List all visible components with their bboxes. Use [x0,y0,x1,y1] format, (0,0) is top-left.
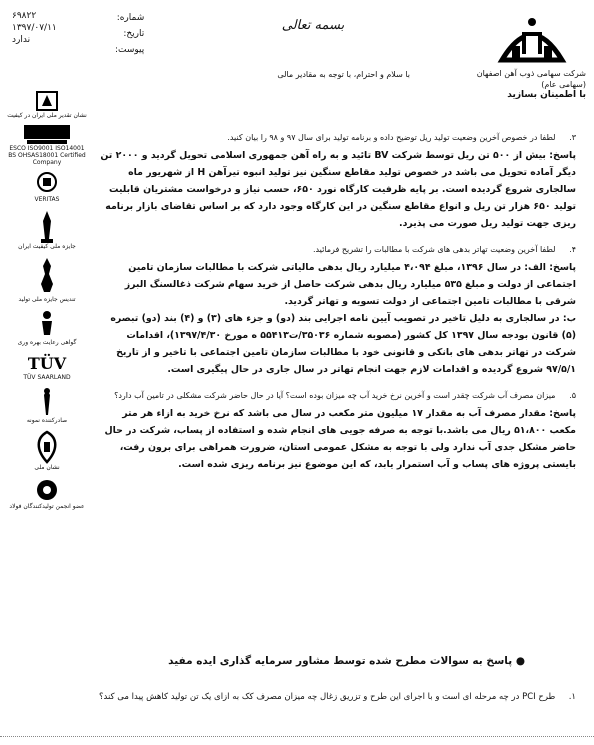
company-name: شرکت سهامی ذوب آهن اصفهان (سهامی عام) [476,69,586,89]
question-text: طرح PCI در چه مرحله ای است و با اجرای این طرح و تزریق زغال چه میزان مصرف کک به ازای یک تن تولید کاهش پیدا می کند؟ [99,692,556,702]
badge-caption: TÜV SAARLAND [23,374,71,381]
badge-caption: صادرکننده نمونه [26,417,68,424]
bismillah-heading: بسمه تعالی [281,18,345,33]
question-text: لطفا آخرین وضعیت تهاتر بدهی های شرکت با مطالبات را تشریح فرمائید. [312,245,556,254]
badge-national-export-award [6,209,88,250]
badge-tuv-certification [6,352,88,381]
badge-exemplary-exporter-award [6,387,88,424]
company-logo-icon [492,10,572,66]
question-number: ۱. [568,692,576,702]
badge-caption: جایزه ملی کیفیت ایران [18,243,76,250]
tuv-logo-icon [27,352,67,374]
answer-4-part-a: پاسخ: الف: در سال ۱۳۹۶، مبلغ ۴،۰۹۴ میلیارد ریال بدهی مالیاتی شرکت با مطالبات سازمان تامین اجتماعی از دولت و مبلغ ۵۳۵ میلیارد ریال بدهی شرکت حاصل از خرید سهام شرکت ذغالسنگ البرز شرقی با مطالبات تامین اجتماعی از دولت تسویه و تهاتر گردید. [124,262,576,307]
consultant-heading-text: پاسخ به سوالات مطرح شده توسط مشاور سرمایه گذاری ایده مفید [168,655,513,667]
date-value: ۱۳۹۷/۰۷/۱۱ [12,23,57,33]
letter-meta-values [12,10,57,46]
question-5 [96,390,576,401]
question-number: ۴. [569,245,576,254]
badge-work-excellence-award [6,309,88,346]
badge-caption: ESCO ISO9001 ISO14001 BS OHSAS18001 Certified Company [8,145,86,166]
question-text: میزان مصرف آب شرکت چقدر است و آخرین نرخ خرید آب چه میزان بوده است؟ آیا در حال حاضر شرکت مشکلی در تامین آب دارد؟ [114,391,556,400]
fax-footer-strip [0,736,594,745]
badge-steel-union-award [6,477,88,510]
attachment-value: ندارد [12,35,31,45]
answer-4-part-b: ب: در سالجاری به دلیل تاخیر در تصویب آیین نامه اجرایی بند (دو) و جزء های (۳) و (۴) بند (دو) تبصره (۵) قانون بودجه سال ۱۳۹۷ کل کشور (مصوبه شماره ۳۵۰۳۶/ت۵۵۴۱۳ ه مورخ ۱۳۹۷/۴/۳۰)، اقدامات شرکت در تهاتر بدهی های بانکی و قانونی خود با مطالبات سازمان تامین اجتماعی با تاخیر و از تاریخ ۹۷/۵/۱ شروع گردیده و اقدامات لازم جهت انجام تهاتر در سال جاری در حال پیگیری است. [110,313,576,375]
date-label: تاریخ: [123,29,145,39]
consultant-section [150,655,525,667]
emblem-icon [32,430,62,464]
badge-caption: VERITAS [34,196,60,203]
statue-icon [36,256,58,296]
gear-emblem-icon [34,477,60,503]
section-3 [96,132,576,232]
attachment-label: پیوست: [115,45,145,55]
answer-5: پاسخ: مقدار مصرف آب به مقدار ۱۷ میلیون متر مکعب در سال می باشد که نرخ خرید به ازاء هر متر مکعب ۵۱،۸۰۰ ریال می باشد.با توجه به صرفه جویی های انجام شده و استفاده از پساب، شرکت در حال حاضر مشکل جدی آب ندارد ولی با توجه به مشکل عمومی استان، ضرورت همراهی برای برون رفت، بایستی پروژه های پساب و آب استمرار یابد، که این موضوع نیز برنامه ریزی شده است. [104,408,576,470]
badge-national-production-award [6,256,88,303]
question-4 [96,244,576,255]
question-number: ۳. [569,133,576,142]
esco-logo-icon [24,125,70,145]
company-name-block [476,68,586,101]
consultant-question-1 [96,690,576,704]
question-number: ۵. [569,391,576,400]
quality-award-icon [34,90,60,112]
badge-caption: گواهی رعایت بهره وری [17,339,77,346]
question-text: لطفا در خصوص آخرین وضعیت تولید ریل توضیح داده و برنامه تولید برای سال ۹۷ و ۹۸ را بیان کنید. [227,133,556,142]
bullet-icon: ● [515,655,525,667]
badge-esco-certification [6,125,88,166]
section-4 [96,244,576,378]
fax-header-strip [0,0,594,6]
veritas-logo-icon [32,172,62,196]
torch-award-icon [39,387,55,417]
letter-meta-labels [115,10,144,58]
badge-caption: نشان تقدیر ملی ایران در کیفیت [7,112,87,119]
company-tagline: با اطمینان بسازید [507,90,586,100]
question-3 [96,132,576,143]
greeting-line: با سلام و احترام، با توجه به مقادیر مالی [277,70,410,79]
trophy-icon [38,209,56,243]
badge-veritas-certification [6,172,88,203]
badge-national-quality-award [6,90,88,119]
badge-caption: تندیس جایزه ملی تولید [18,296,76,303]
figure-award-icon [36,309,58,339]
answer-3: پاسخ: بیش از ۵۰۰ تن ریل توسط شرکت BV تائید و به راه آهن جمهوری اسلامی تحویل گردید و ۲۰۰۰ تن دیگر آماده تحویل می باشد در خصوص تولید مقاطع سنگین نیز تولید انبوه تیرآهن H از شهریور ماه سالجاری شروع گردیده است. بر پایه ظرفیت کارگاه نورد ۶۵۰، حسب نیاز و درخواست مشتریان قابلیت تولید ۶۵۰ هزار تن ریل و انواع مقاطع سنگین در این کارگاه وجود دارد که بر اساس تقاضای بازار برنامه ریزی جهت تولید ریل صورت می پذیرد. [100,150,576,229]
letter-body [96,132,576,473]
svg-text:TÜV: TÜV [27,354,67,373]
consultant-heading [150,655,525,667]
certification-column [6,90,88,516]
badge-national-investment-award [6,430,88,471]
badge-caption: نشان ملی [34,464,60,471]
badge-caption: عضو انجمن تولیدکنندگان فولاد [9,503,85,510]
number-label: شماره: [116,13,145,23]
number-value: ۶۹۸۲۲ [12,11,37,21]
section-5 [96,390,576,473]
